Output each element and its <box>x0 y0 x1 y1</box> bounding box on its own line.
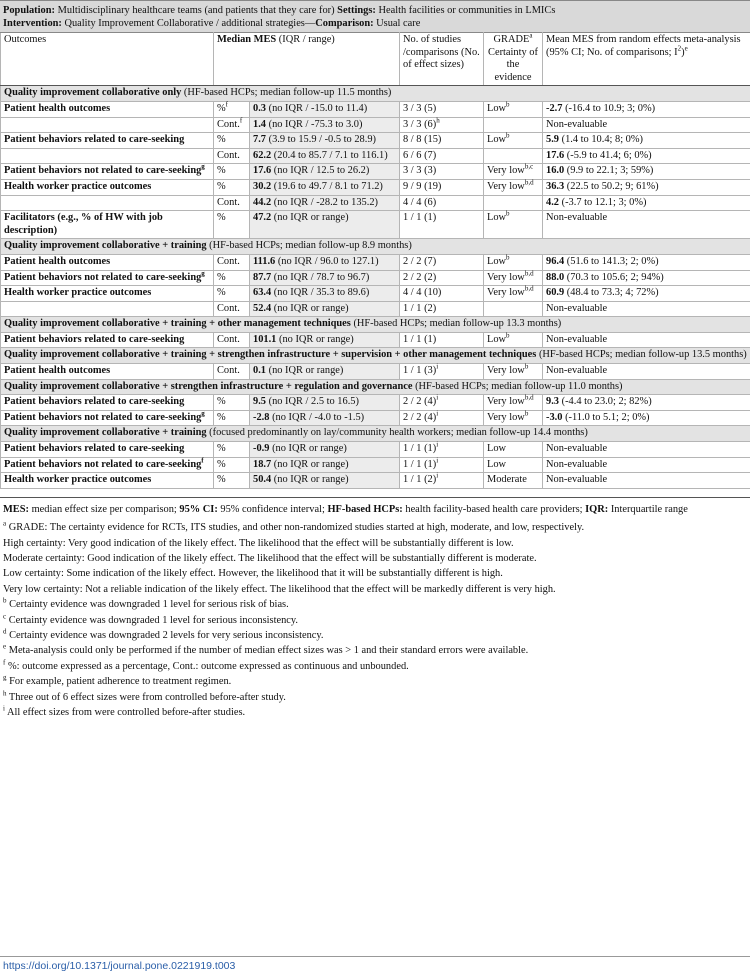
section-header-row <box>1 426 750 442</box>
abbreviation-definition: median effect size per comparison; <box>28 503 180 515</box>
col-outcomes: Outcomes <box>1 33 214 86</box>
footnote-line: $^f$ %: outcome expressed as a percentage, Cont.: outcome expressed as continuous and unbounded. <box>3 658 409 672</box>
meta-analysis-cell: Non-evaluable <box>543 211 750 239</box>
footnote-marker: b <box>506 100 510 109</box>
studies-cell: 1 / 1 (1) <box>400 211 484 239</box>
studies-cell: 1 / 1 $(1)^i$ <box>400 442 484 458</box>
unit-cell: % <box>214 410 250 426</box>
footnote-marker: i <box>436 456 439 465</box>
footnote-line: $^b$ Certainty evidence was downgraded 1 level for serious risk of bias. <box>3 596 289 611</box>
table-row <box>1 117 750 133</box>
col-median-mes: Median MES (IQR / range) <box>214 33 400 86</box>
footnote-line: Very low certainty: Not a reliable indication of the likely effect. The likelihood that the effect will be markedly different is very high. <box>3 583 556 595</box>
outcome-cell: Facilitators (e.g., % of HW with job description) <box>1 211 214 239</box>
meta-analysis-cell: 4.2 (-3.7 to 12.1; 3; 0%) <box>543 195 750 211</box>
col-meta-analysis: Mean MES from random effects meta-analysis (95% CI; No. of comparisons; $I^2)^e$ <box>543 33 750 86</box>
grade-cell: Low$^b$ <box>484 211 543 239</box>
median-mes-cell: 0.3 (no IQR / -15.0 to 11.4) <box>250 101 400 117</box>
abbreviation-definition: Interquartile range <box>608 503 688 515</box>
table-row <box>1 410 750 426</box>
outcome-cell: Patient health outcomes <box>1 101 214 117</box>
meta-analysis-cell: 96.4 (51.6 to 141.3; 2; 0%) <box>543 254 750 270</box>
unit-cell: % <box>214 395 250 411</box>
footnote-marker: h <box>3 689 7 698</box>
abbreviation-definition: health facility-based health care providers; <box>402 503 586 515</box>
footnote-line: Low certainty: Some indication of the likely effect. However, the likelihood that it will be substantially different is high. <box>3 568 503 580</box>
population-line <box>3 4 747 17</box>
section-title-text: Quality improvement collaborative + training <box>4 427 207 439</box>
studies-cell: 4 / 4 (6) <box>400 195 484 211</box>
footnote-marker: f <box>3 658 6 667</box>
meta-analysis-cell: -3.0 (-11.0 to 5.1; 2; 0%) <box>543 410 750 426</box>
section-header-row <box>1 317 750 333</box>
studies-cell: 3 / 3 $(6)^h$ <box>400 117 484 133</box>
table-row <box>1 101 750 117</box>
footnote-marker: g <box>3 673 7 682</box>
outcome-cell: Health worker practice outcomes <box>1 179 214 195</box>
table-row <box>1 195 750 211</box>
footnote-marker: f <box>239 116 243 125</box>
table-row <box>1 457 750 473</box>
outcome-cell <box>1 301 214 317</box>
grade-cell <box>484 301 543 317</box>
footnote-marker: b <box>3 596 7 605</box>
outcome-cell: Patient behaviors related to care-seeking <box>1 133 214 149</box>
median-mes-cell: 0.1 (no IQR or range) <box>250 364 400 380</box>
median-mes-cell: 50.4 (no IQR or range) <box>250 473 400 489</box>
footnote-line: High certainty: Very good indication of the likely effect. The likelihood that the effect will be substantially different is low. <box>3 537 514 549</box>
footnote-line: $^a$ GRADE: The certainty evidence for RCTs, ITS studies, and other non-randomized studies started at high, moderate, and low, respectively. <box>3 519 585 534</box>
intervention-label: Intervention: <box>3 18 62 29</box>
meta-analysis-cell: 9.3 (-4.4 to 23.0; 2; 82%) <box>543 395 750 411</box>
footnote-marker: g <box>201 162 205 171</box>
studies-cell: 6 / 6 (7) <box>400 148 484 164</box>
median-mes-cell: -0.9 (no IQR or range) <box>250 442 400 458</box>
meta-analysis-cell: 88.0 (70.3 to 105.6; 2; 94%) <box>543 270 750 286</box>
median-mes-cell: 9.5 (no IQR / 2.5 to 16.5) <box>250 395 400 411</box>
median-mes-cell: 63.4 (no IQR / 35.3 to 89.6) <box>250 286 400 302</box>
studies-cell: 1 / 1 (2) <box>400 301 484 317</box>
median-mes-cell: 44.2 (no IQR / -28.2 to 135.2) <box>250 195 400 211</box>
comparison-value: Usual care <box>376 18 421 29</box>
section-title <box>1 426 750 442</box>
median-mes-cell: 1.4 (no IQR / -75.3 to 3.0) <box>250 117 400 133</box>
table-row <box>1 301 750 317</box>
grade-cell: Very low$^{b,d}$ <box>484 395 543 411</box>
footnote-marker: b <box>506 253 510 262</box>
footnote-marker: b <box>524 362 529 371</box>
median-mes-cell: 62.2 (20.4 to 85.7 / 7.1 to 116.1) <box>250 148 400 164</box>
abbreviation-term: 95% CI: <box>179 503 218 515</box>
grade-cell: Low$^b$ <box>484 101 543 117</box>
outcome-cell: Patient behaviors related to care-seeking <box>1 332 214 348</box>
footnote-line: $^h$ Three out of 6 effect sizes were from controlled before-after study. <box>3 689 286 703</box>
table-header-block <box>0 0 750 32</box>
studies-cell: 4 / 4 (10) <box>400 286 484 302</box>
comparison-label: Comparison: <box>315 18 374 29</box>
section-title-text: Quality improvement collaborative + strengthen infrastructure + regulation and governance <box>4 380 413 392</box>
meta-analysis-cell: 60.9 (48.4 to 73.3; 4; 72%) <box>543 286 750 302</box>
table-row <box>1 270 750 286</box>
studies-cell: 1 / 1 $(2)^i$ <box>400 473 484 489</box>
table-row <box>1 179 750 195</box>
grade-cell: Low <box>484 442 543 458</box>
footnote-marker: d <box>3 627 7 636</box>
column-header-row <box>1 33 750 86</box>
studies-cell: 2 / 2 (2) <box>400 270 484 286</box>
median-mes-cell: 47.2 (no IQR or range) <box>250 211 400 239</box>
abbreviation-term: IQR: <box>585 503 609 515</box>
section-title-text: Quality improvement collaborative only <box>4 87 182 99</box>
footnote-line: Moderate certainty: Good indication of the likely effect. The likelihood that the effect will be substantially different is moderate. <box>3 553 537 565</box>
table-row <box>1 133 750 149</box>
outcome-cell: Patient health outcomes <box>1 254 214 270</box>
section-title <box>1 239 750 255</box>
grade-cell <box>484 148 543 164</box>
footnote-marker: f <box>201 456 204 465</box>
footnote-marker: c <box>3 612 7 621</box>
footnote-marker: b,d <box>524 178 534 187</box>
section-header-row <box>1 379 750 395</box>
table-row <box>1 442 750 458</box>
table-row <box>1 254 750 270</box>
footnote-line: $^g$ For example, patient adherence to treatment regimen. <box>3 673 232 688</box>
studies-cell: 9 / 9 (19) <box>400 179 484 195</box>
abbreviation-term: MES: <box>3 503 29 515</box>
footnote-marker: i <box>436 471 439 480</box>
studies-cell: 2 / 2 $(4)^i$ <box>400 395 484 411</box>
section-subtitle: (HF-based HCPs; median follow-up 13.3 months) <box>353 318 562 330</box>
median-mes-cell: 111.6 (no IQR / 96.0 to 127.1) <box>250 254 400 270</box>
outcome-cell: Health worker practice outcomes <box>1 473 214 489</box>
population-value: Multidisciplinary healthcare teams (and patients that they care for) <box>57 5 335 16</box>
grade-cell: Low$^b$ <box>484 332 543 348</box>
abbreviations-line <box>3 502 747 517</box>
unit-cell: %$^f$ <box>214 101 250 117</box>
grade-cell: Low <box>484 457 543 473</box>
meta-analysis-cell: Non-evaluable <box>543 457 750 473</box>
table-row <box>1 332 750 348</box>
section-title-text: Quality improvement collaborative + training + other management techniques <box>4 318 351 330</box>
meta-analysis-cell: Non-evaluable <box>543 364 750 380</box>
meta-analysis-cell: 17.6 (-5.9 to 41.4; 6; 0%) <box>543 148 750 164</box>
section-subtitle: (HF-based HCPs; median follow-up 8.9 months) <box>209 240 412 252</box>
studies-cell: 2 / 2 $(4)^i$ <box>400 410 484 426</box>
grade-cell: Very low$^b$ <box>484 364 543 380</box>
footnote-marker: h <box>436 116 440 125</box>
section-subtitle: (HF-based HCPs; median follow-up 11.0 months) <box>415 380 623 392</box>
footnote-line: $^i$ All effect sizes from were controlled before-after studies. <box>3 704 246 719</box>
grade-cell: Very low$^b$ <box>484 410 543 426</box>
footnote-list <box>3 520 747 720</box>
table-row <box>1 164 750 180</box>
median-mes-cell: 87.7 (no IQR / 78.7 to 96.7) <box>250 270 400 286</box>
outcome-cell: Patient behaviors related to care-seeking <box>1 395 214 411</box>
outcome-cell <box>1 148 214 164</box>
grade-cell <box>484 117 543 133</box>
studies-cell: 1 / 1 (1) <box>400 332 484 348</box>
unit-cell: % <box>214 473 250 489</box>
grade-cell: Very low$^{b,d}$ <box>484 286 543 302</box>
footnote-marker: i <box>436 409 439 418</box>
footnote-line: $^c$ Certainty evidence was downgraded 1 level for serious inconsistency. <box>3 612 299 626</box>
outcome-cell <box>1 195 214 211</box>
table-body <box>1 86 750 488</box>
unit-cell: Cont. <box>214 332 250 348</box>
grade-cell: Very low$^{b,d}$ <box>484 270 543 286</box>
unit-cell: % <box>214 164 250 180</box>
outcome-cell: Patient behaviors related to care-seeking <box>1 442 214 458</box>
table-row <box>1 364 750 380</box>
median-mes-cell: 30.2 (19.6 to 49.7 / 8.1 to 71.2) <box>250 179 400 195</box>
footnote-marker: b <box>524 409 529 418</box>
studies-cell: 8 / 8 (15) <box>400 133 484 149</box>
meta-analysis-cell: 5.9 (1.4 to 10.4; 8; 0%) <box>543 133 750 149</box>
meta-analysis-cell: 36.3 (22.5 to 50.2; 9; 61%) <box>543 179 750 195</box>
footnote-marker: e <box>3 643 7 651</box>
meta-analysis-cell: Non-evaluable <box>543 117 750 133</box>
meta-analysis-cell: 16.0 (9.9 to 22.1; 3; 59%) <box>543 164 750 180</box>
section-subtitle: (HF-based HCPs; median follow-up 13.5 months) <box>538 349 747 361</box>
unit-cell: % <box>214 457 250 473</box>
meta-analysis-cell: Non-evaluable <box>543 332 750 348</box>
meta-analysis-cell: Non-evaluable <box>543 442 750 458</box>
grade-cell: Low$^b$ <box>484 133 543 149</box>
footnote-marker: i <box>436 440 439 449</box>
footnote-marker: b <box>506 331 510 340</box>
meta-analysis-cell: Non-evaluable <box>543 473 750 489</box>
abbreviation-definition: 95% confidence interval; <box>217 503 328 515</box>
outcome-cell: Patient behaviors not related to care-seeking$^f$ <box>1 457 214 473</box>
studies-cell: 3 / 3 (5) <box>400 101 484 117</box>
grade-cell: Very low$^{b,d}$ <box>484 179 543 195</box>
col-grade: GRADE$^a$ Certainty of the evidence <box>484 33 543 86</box>
median-mes-cell: 7.7 (3.9 to 15.9 / -0.5 to 28.9) <box>250 133 400 149</box>
section-title <box>1 348 750 364</box>
section-subtitle: (focused predominantly on lay/community health workers; median follow-up 14.4 months) <box>209 427 588 439</box>
median-mes-cell: 18.7 (no IQR or range) <box>250 457 400 473</box>
section-title <box>1 317 750 333</box>
studies-cell: 1 / 1 $(1)^i$ <box>400 457 484 473</box>
median-mes-cell: 101.1 (no IQR or range) <box>250 332 400 348</box>
footnote-marker: b,d <box>524 269 534 278</box>
grade-cell <box>484 195 543 211</box>
unit-cell: % <box>214 211 250 239</box>
unit-cell: Cont. <box>214 195 250 211</box>
table-row <box>1 473 750 489</box>
table-row <box>1 395 750 411</box>
footnote-marker: b,c <box>524 162 534 171</box>
unit-cell: Cont. <box>214 148 250 164</box>
outcome-cell: Patient behaviors not related to care-seeking$^g$ <box>1 410 214 426</box>
footnote-marker: b <box>506 131 510 140</box>
footnote-marker: b <box>506 209 510 218</box>
studies-cell: 1 / 1 $(3)^i$ <box>400 364 484 380</box>
footnote-marker: i <box>3 704 5 713</box>
outcome-cell: Health worker practice outcomes <box>1 286 214 302</box>
footnote-marker: a <box>3 519 7 528</box>
population-label: Population: <box>3 5 55 16</box>
section-header-row <box>1 348 750 364</box>
footnote-line: $^e$ Meta-analysis could only be performed if the number of median effect sizes was > 1 and their standard errors were available. <box>3 643 529 657</box>
grade-cell: Very low$^{b,c}$ <box>484 164 543 180</box>
meta-analysis-cell: -2.7 (-16.4 to 10.9; 3; 0%) <box>543 101 750 117</box>
footnote-marker: f <box>225 100 228 109</box>
unit-cell: % <box>214 133 250 149</box>
unit-cell: % <box>214 286 250 302</box>
settings-value: Health facilities or communities in LMICs <box>378 5 556 16</box>
col-studies: No. of studies /comparisons (No. of effect sizes) <box>400 33 484 86</box>
outcome-cell: Patient health outcomes <box>1 364 214 380</box>
intervention-value: Quality Improvement Collaborative / additional strategies— <box>64 18 316 29</box>
abbreviation-term: HF-based HCPs: <box>327 503 403 515</box>
section-header-row <box>1 239 750 255</box>
median-mes-cell: 17.6 (no IQR / 12.5 to 26.2) <box>250 164 400 180</box>
table-row <box>1 286 750 302</box>
grade-cell: Moderate <box>484 473 543 489</box>
section-subtitle: (HF-based HCPs; median follow-up 11.5 months) <box>183 87 392 99</box>
footnote-marker: i <box>436 362 439 371</box>
outcome-cell <box>1 117 214 133</box>
section-title <box>1 86 750 102</box>
footnote-marker: g <box>201 409 205 418</box>
unit-cell: Cont. <box>214 301 250 317</box>
section-header-row <box>1 86 750 102</box>
studies-cell: 3 / 3 (3) <box>400 164 484 180</box>
outcome-cell: Patient behaviors not related to care-seeking$^g$ <box>1 270 214 286</box>
unit-cell: Cont. <box>214 254 250 270</box>
section-title-text: Quality improvement collaborative + training + strengthen infrastructure + supervision + other management techniques <box>4 349 537 361</box>
footnote-marker: b,d <box>524 393 534 402</box>
meta-analysis-cell: Non-evaluable <box>543 301 750 317</box>
studies-cell: 2 / 2 (7) <box>400 254 484 270</box>
outcome-cell: Patient behaviors not related to care-seeking$^g$ <box>1 164 214 180</box>
table-footnotes <box>0 497 750 721</box>
doi-link[interactable]: https://doi.org/10.1371/journal.pone.0221919.t003 <box>0 956 750 972</box>
table-row <box>1 148 750 164</box>
evidence-table <box>0 32 750 489</box>
settings-label: Settings: <box>337 5 376 16</box>
unit-cell: % <box>214 179 250 195</box>
median-mes-cell: 52.4 (no IQR or range) <box>250 301 400 317</box>
unit-cell: % <box>214 270 250 286</box>
section-title-text: Quality improvement collaborative + training <box>4 240 207 252</box>
grade-cell: Low$^b$ <box>484 254 543 270</box>
median-mes-cell: -2.8 (no IQR / -4.0 to -1.5) <box>250 410 400 426</box>
footnote-marker: i <box>436 393 439 402</box>
footnote-line: $^d$ Certainty evidence was downgraded 2 levels for very serious inconsistency. <box>3 627 324 642</box>
intervention-line <box>3 17 747 30</box>
unit-cell: % <box>214 442 250 458</box>
footnote-marker: g <box>201 269 205 278</box>
table-row <box>1 211 750 239</box>
unit-cell: Cont. <box>214 364 250 380</box>
section-title <box>1 379 750 395</box>
footnote-marker: b,d <box>524 284 534 293</box>
unit-cell: Cont.$^f$ <box>214 117 250 133</box>
